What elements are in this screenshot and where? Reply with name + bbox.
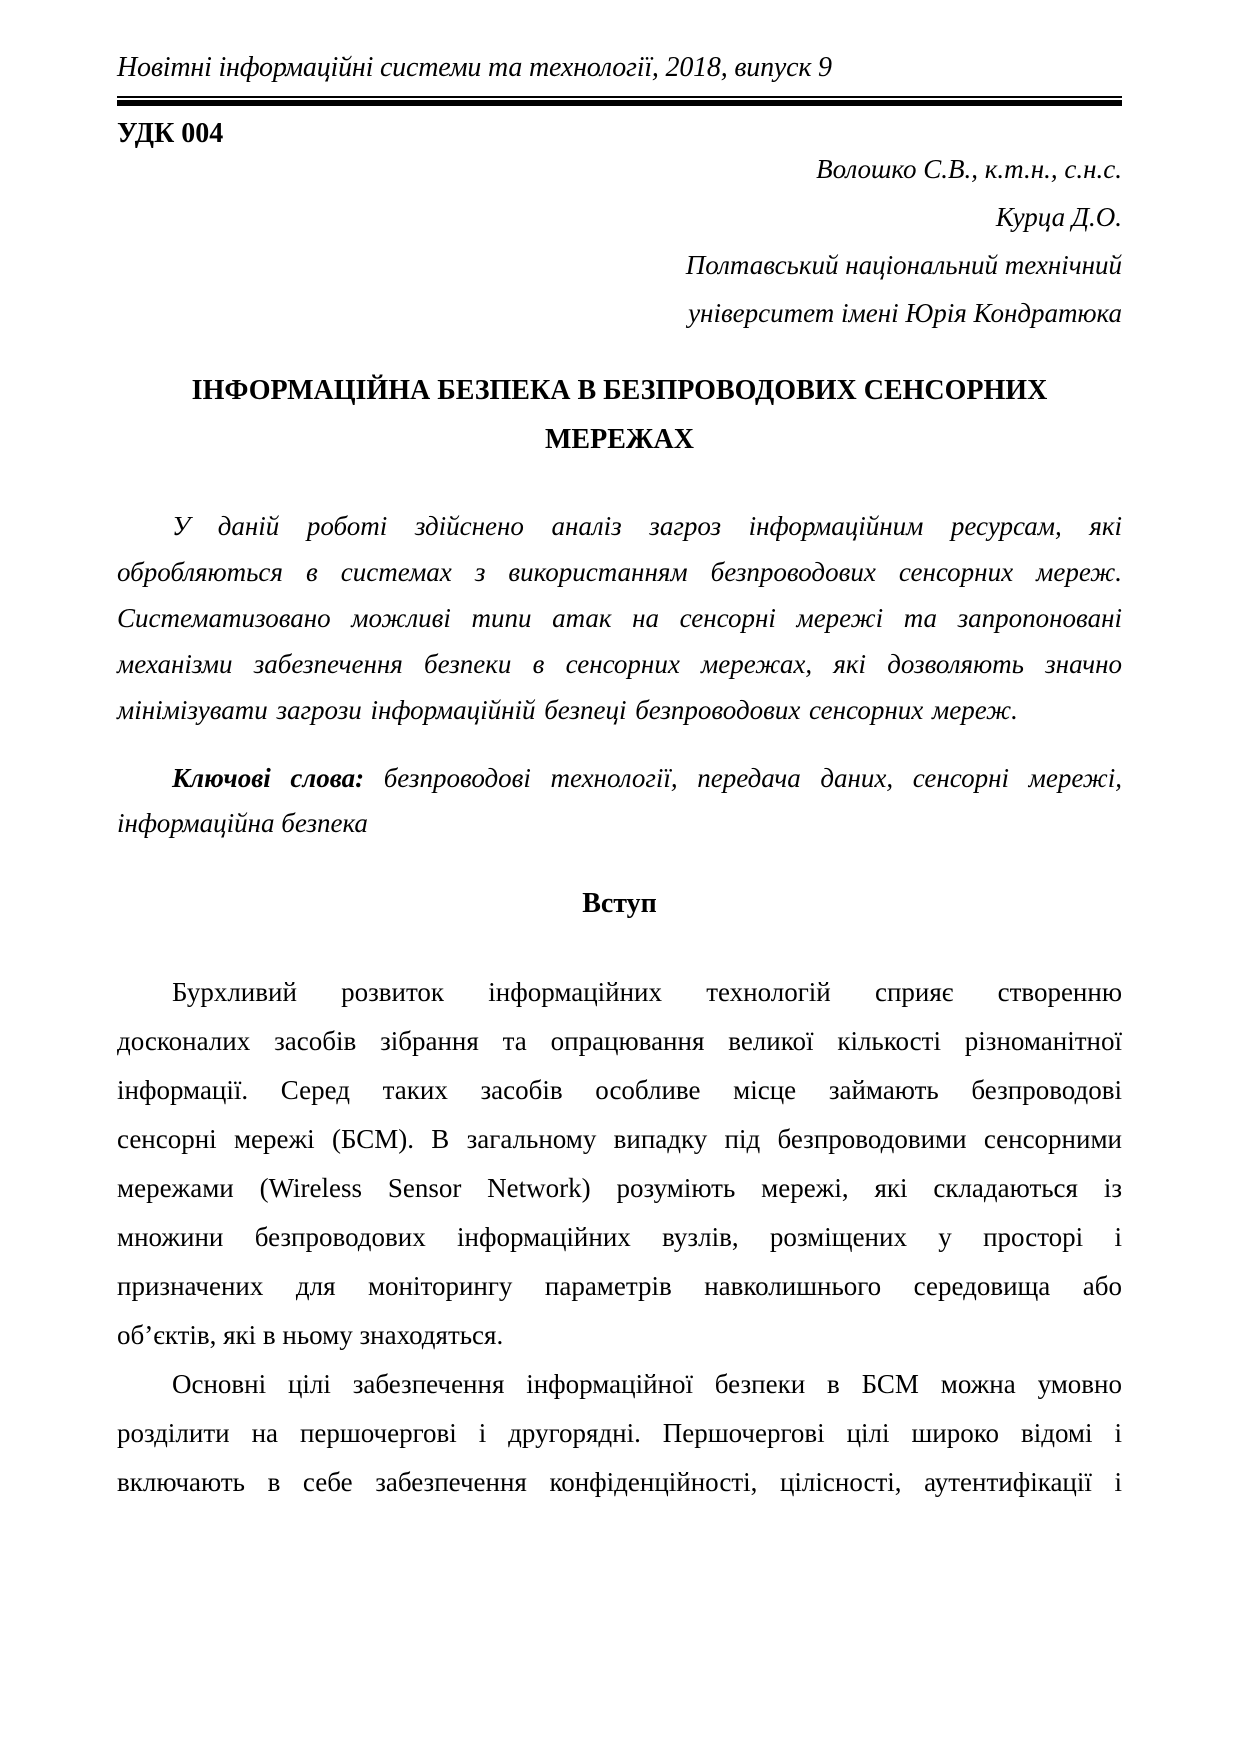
affiliation-line-2: університет імені Юрія Кондратюка <box>688 298 1122 328</box>
keywords-line-1 <box>117 756 1122 801</box>
body-line: включають в себе забезпечення конфіденційності, цілісності, аутентифікації і <box>117 1467 1122 1497</box>
affiliation-line-1: Полтавський національний технічний <box>685 250 1122 280</box>
body-line: досконалих засобів зібрання та опрацювання великої кількості різноманітної <box>117 1026 1122 1056</box>
body-line: інформації. Серед таких засобів особливе місце займають безпроводові <box>117 1075 1122 1105</box>
title-line-1: ІНФОРМАЦІЙНА БЕЗПЕКА В БЕЗПРОВОДОВИХ СЕНСОРНИХ <box>191 375 1048 406</box>
author-2: Курца Д.О. <box>995 202 1122 232</box>
udk-code: УДК 004 <box>117 118 224 149</box>
body-line: мережами (Wireless Sensor Network) розуміють мережі, які складаються із <box>117 1173 1122 1203</box>
paper-title <box>117 366 1122 464</box>
keywords-label: Ключові слова: <box>172 763 365 793</box>
body-line: призначених для моніторингу параметрів навколишнього середовища або <box>117 1271 1122 1301</box>
paragraph-1 <box>117 968 1122 1360</box>
abstract-line: Систематизовано можливі типи атак на сенсорні мережі та запропоновані <box>117 603 1122 633</box>
header-rule-thick <box>117 100 1122 106</box>
authors-block <box>686 145 1122 337</box>
body-line: Бурхливий розвиток інформаційних технологій сприяє створенню <box>172 977 1122 1007</box>
abstract-line: механізми забезпечення безпеки в сенсорних мережах, які дозволяють значно <box>117 649 1122 679</box>
header-rule-thin <box>117 96 1122 98</box>
abstract-line: У даній роботі здійснено аналіз загроз інформаційним ресурсам, які <box>172 511 1122 541</box>
keywords-text-1: безпроводові технології, передача даних, сенсорні мережі, <box>364 763 1122 793</box>
author-1: Волошко С.В., к.т.н., с.н.с. <box>816 154 1122 184</box>
body-line: множини безпроводових інформаційних вузлів, розміщених у просторі і <box>117 1222 1122 1252</box>
body-line: об’єктів, які в ньому знаходяться. <box>117 1320 504 1350</box>
abstract-line: мінімізувати загрози інформаційній безпеці безпроводових сенсорних мереж. <box>117 695 1018 725</box>
body-line: Основні цілі забезпечення інформаційної безпеки в БСМ можна умовно <box>172 1369 1122 1399</box>
title-line-2: МЕРЕЖАХ <box>544 424 694 455</box>
abstract-line: обробляються в системах з використанням безпроводових сенсорних мереж. <box>117 557 1122 587</box>
body-text <box>117 968 1122 1507</box>
body-line: розділити на першочергові і другорядні. Першочергові цілі широко відомі і <box>117 1418 1122 1448</box>
journal-running-header: Новітні інформаційні системи та технології, 2018, випуск 9 <box>117 52 832 83</box>
keywords-text-2: інформаційна безпека <box>117 808 368 838</box>
keywords <box>117 756 1122 846</box>
abstract <box>117 503 1122 733</box>
paragraph-2 <box>117 1360 1122 1507</box>
section-heading-introduction: Вступ <box>582 888 657 919</box>
body-line: сенсорні мережі (БСМ). В загальному випадку під безпроводовими сенсорними <box>117 1124 1122 1154</box>
